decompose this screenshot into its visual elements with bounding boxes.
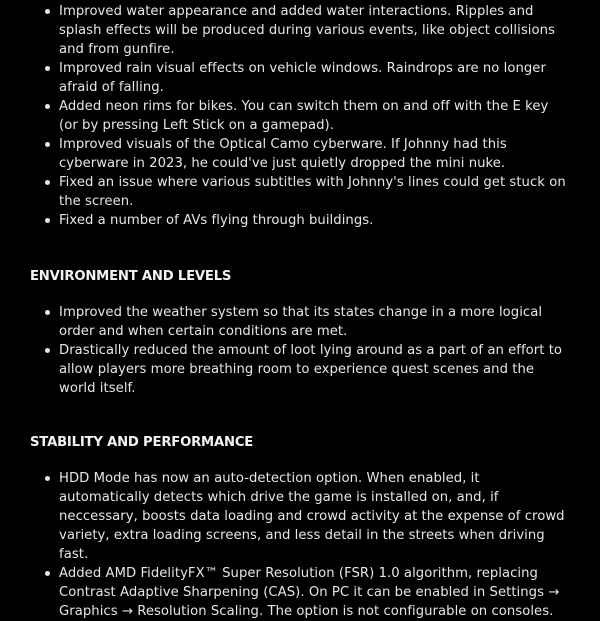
stability-section <box>0 433 600 452</box>
list-item: Improved the weather system so that its states change in a more logical order and when certain conditions are met. <box>0 303 600 341</box>
stability-list-wrap <box>0 469 600 621</box>
list-item: Added AMD FidelityFX™ Super Resolution (FSR) 1.0 algorithm, replacing Contrast Adaptive Sharpening (CAS). On PC it can be enabled in Settings → Graphics → Resolution Scaling. The option is not configurable on consoles. <box>0 564 600 621</box>
stability-list <box>0 469 600 621</box>
list-item: Improved visuals of the Optical Camo cyberware. If Johnny had this cyberware in 2023, he could've just quietly dropped the mini nuke. <box>0 135 600 173</box>
environment-section <box>0 267 600 286</box>
stability-heading: STABILITY AND PERFORMANCE <box>30 435 254 450</box>
environment-list <box>0 303 600 398</box>
list-item: Drastically reduced the amount of loot lying around as a part of an effort to allow players more breathing room to experience quest scenes and the world itself. <box>0 341 600 398</box>
environment-heading: ENVIRONMENT AND LEVELS <box>30 269 232 284</box>
list-item: Improved rain visual effects on vehicle windows. Raindrops are no longer afraid of falling. <box>0 59 600 97</box>
list-item: Improved water appearance and added water interactions. Ripples and splash effects will be produced during various events, like object collisions and from gunfire. <box>0 2 600 59</box>
list-item: Fixed an issue where various subtitles with Johnny's lines could get stuck on the screen. <box>0 173 600 211</box>
list-item: Added neon rims for bikes. You can switch them on and off with the E key (or by pressing Left Stick on a gamepad). <box>0 97 600 135</box>
visuals-section <box>0 2 600 230</box>
visuals-list <box>0 2 600 230</box>
list-item: Fixed a number of AVs flying through buildings. <box>0 211 600 230</box>
list-item: HDD Mode has now an auto-detection option. When enabled, it automatically detects which drive the game is installed on, and, if neccessary, boosts data loading and crowd activity at the expense of crowd variety, extra loading screens, and less detail in the streets when driving fast. <box>0 469 600 564</box>
environment-list-wrap <box>0 303 600 398</box>
